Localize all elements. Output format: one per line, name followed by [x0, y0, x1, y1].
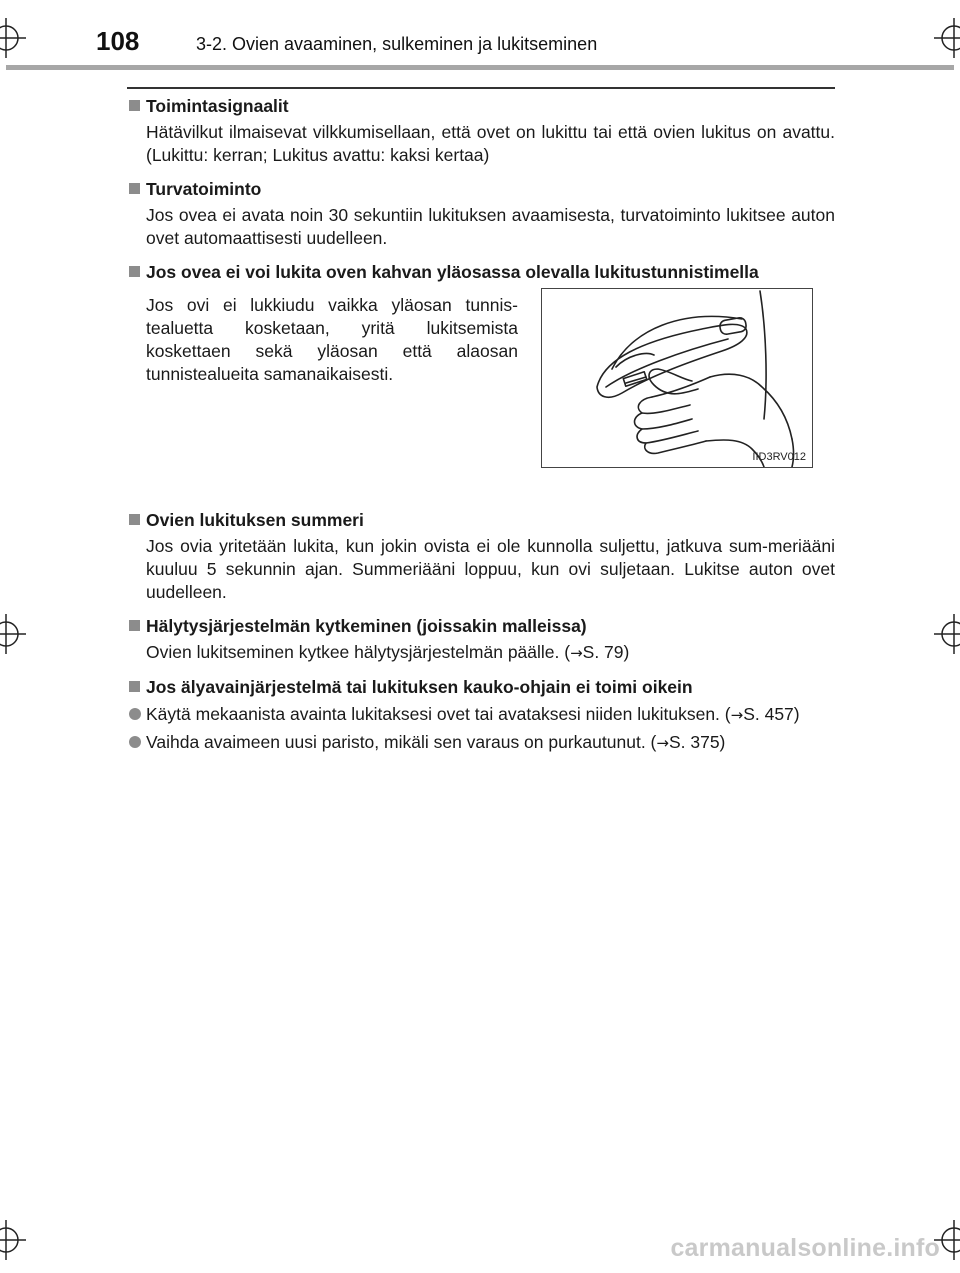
section-text-summeri: Jos ovia yritetään lukita, kun jokin ovista ei ole kunnolla suljettu, jatkuva sum-meriääni kuuluu 5 sekunnin ajan. Summeriääni loppuu, kun ovi suljetaan. Lukitse auton ovet uudelleen.	[146, 536, 835, 602]
section-text-toimintasignaalit: Hätävilkut ilmaisevat vilkkumisellaan, että ovet on lukittu tai että ovien lukitus on avattu. (Lukittu: kerran; Lukitus avattu: kaksi kertaa)	[146, 122, 835, 165]
section-heading-toimintasignaalit: Toimintasignaalit	[127, 94, 835, 118]
list-item	[127, 731, 835, 755]
arrow-right-icon: →	[730, 706, 744, 724]
lock-sensor-block	[127, 288, 835, 498]
arrow-right-icon: →	[570, 644, 583, 662]
page-content	[127, 94, 835, 755]
section-heading-lock-sensor: Jos ovea ei voi lukita oven kahvan yläosassa olevalla lukitustunnistimella	[127, 260, 835, 284]
figure-code: IID3RV012	[752, 451, 806, 463]
hand-touching-door-handle-icon	[542, 289, 812, 467]
crop-mark-top-right	[934, 18, 960, 58]
page-number: 108	[96, 26, 140, 56]
list-item	[127, 703, 835, 727]
section-heading-alyavain: Jos älyavainjärjestelmä tai lukituksen kauko-ohjain ei toimi oikein	[127, 675, 835, 699]
arrow-right-icon: →	[656, 734, 669, 752]
section-text-halytys	[127, 641, 835, 665]
page-reference-link[interactable]: S. 457)	[743, 704, 800, 724]
page-reference-link[interactable]: S. 79)	[582, 642, 630, 662]
chapter-title: 3-2. Ovien avaaminen, sulkeminen ja lukitseminen	[196, 34, 598, 54]
section-heading-halytys: Hälytysjärjestelmän kytkeminen (joissakin malleissa)	[127, 614, 835, 638]
header-bar	[6, 65, 954, 70]
crop-mark-bottom-left	[0, 1220, 26, 1260]
door-handle-illustration	[541, 288, 813, 468]
crop-mark-mid-right	[934, 614, 960, 654]
section-heading-turvatoiminto: Turvatoiminto	[127, 177, 835, 201]
section-text-lock-sensor: Jos ovi ei lukkiudu vaikka yläosan tunnis-tealuetta kosketaan, yritä lukitsemista koskettaen sekä yläosan että alaosan tunnistealueita samanaikaisesti.	[146, 295, 518, 384]
section-text-turvatoiminto: Jos ovea ei avata noin 30 sekuntiin lukituksen avaamisesta, turvatoiminto lukitsee auton ovet automaattisesti uudelleen.	[146, 205, 835, 248]
text-fragment: Vaihda avaimeen uusi paristo, mikäli sen varaus on purkautunut. (	[146, 732, 657, 752]
bullet-dot-icon	[129, 736, 141, 748]
page-reference-link[interactable]: S. 375)	[668, 732, 726, 752]
section-heading-summeri: Ovien lukituksen summeri	[127, 508, 835, 532]
section-divider	[127, 87, 835, 89]
crop-mark-top-left	[0, 18, 26, 58]
watermark: carmanualsonline.info	[670, 1234, 940, 1262]
crop-mark-mid-left	[0, 614, 26, 654]
text-fragment: Ovien lukitseminen kytkee hälytysjärjestelmän päälle. (	[146, 642, 571, 662]
bullet-dot-icon	[129, 708, 141, 720]
text-fragment: Käytä mekaanista avainta lukitaksesi ovet tai avataksesi niiden lukituksen. (	[146, 704, 731, 724]
